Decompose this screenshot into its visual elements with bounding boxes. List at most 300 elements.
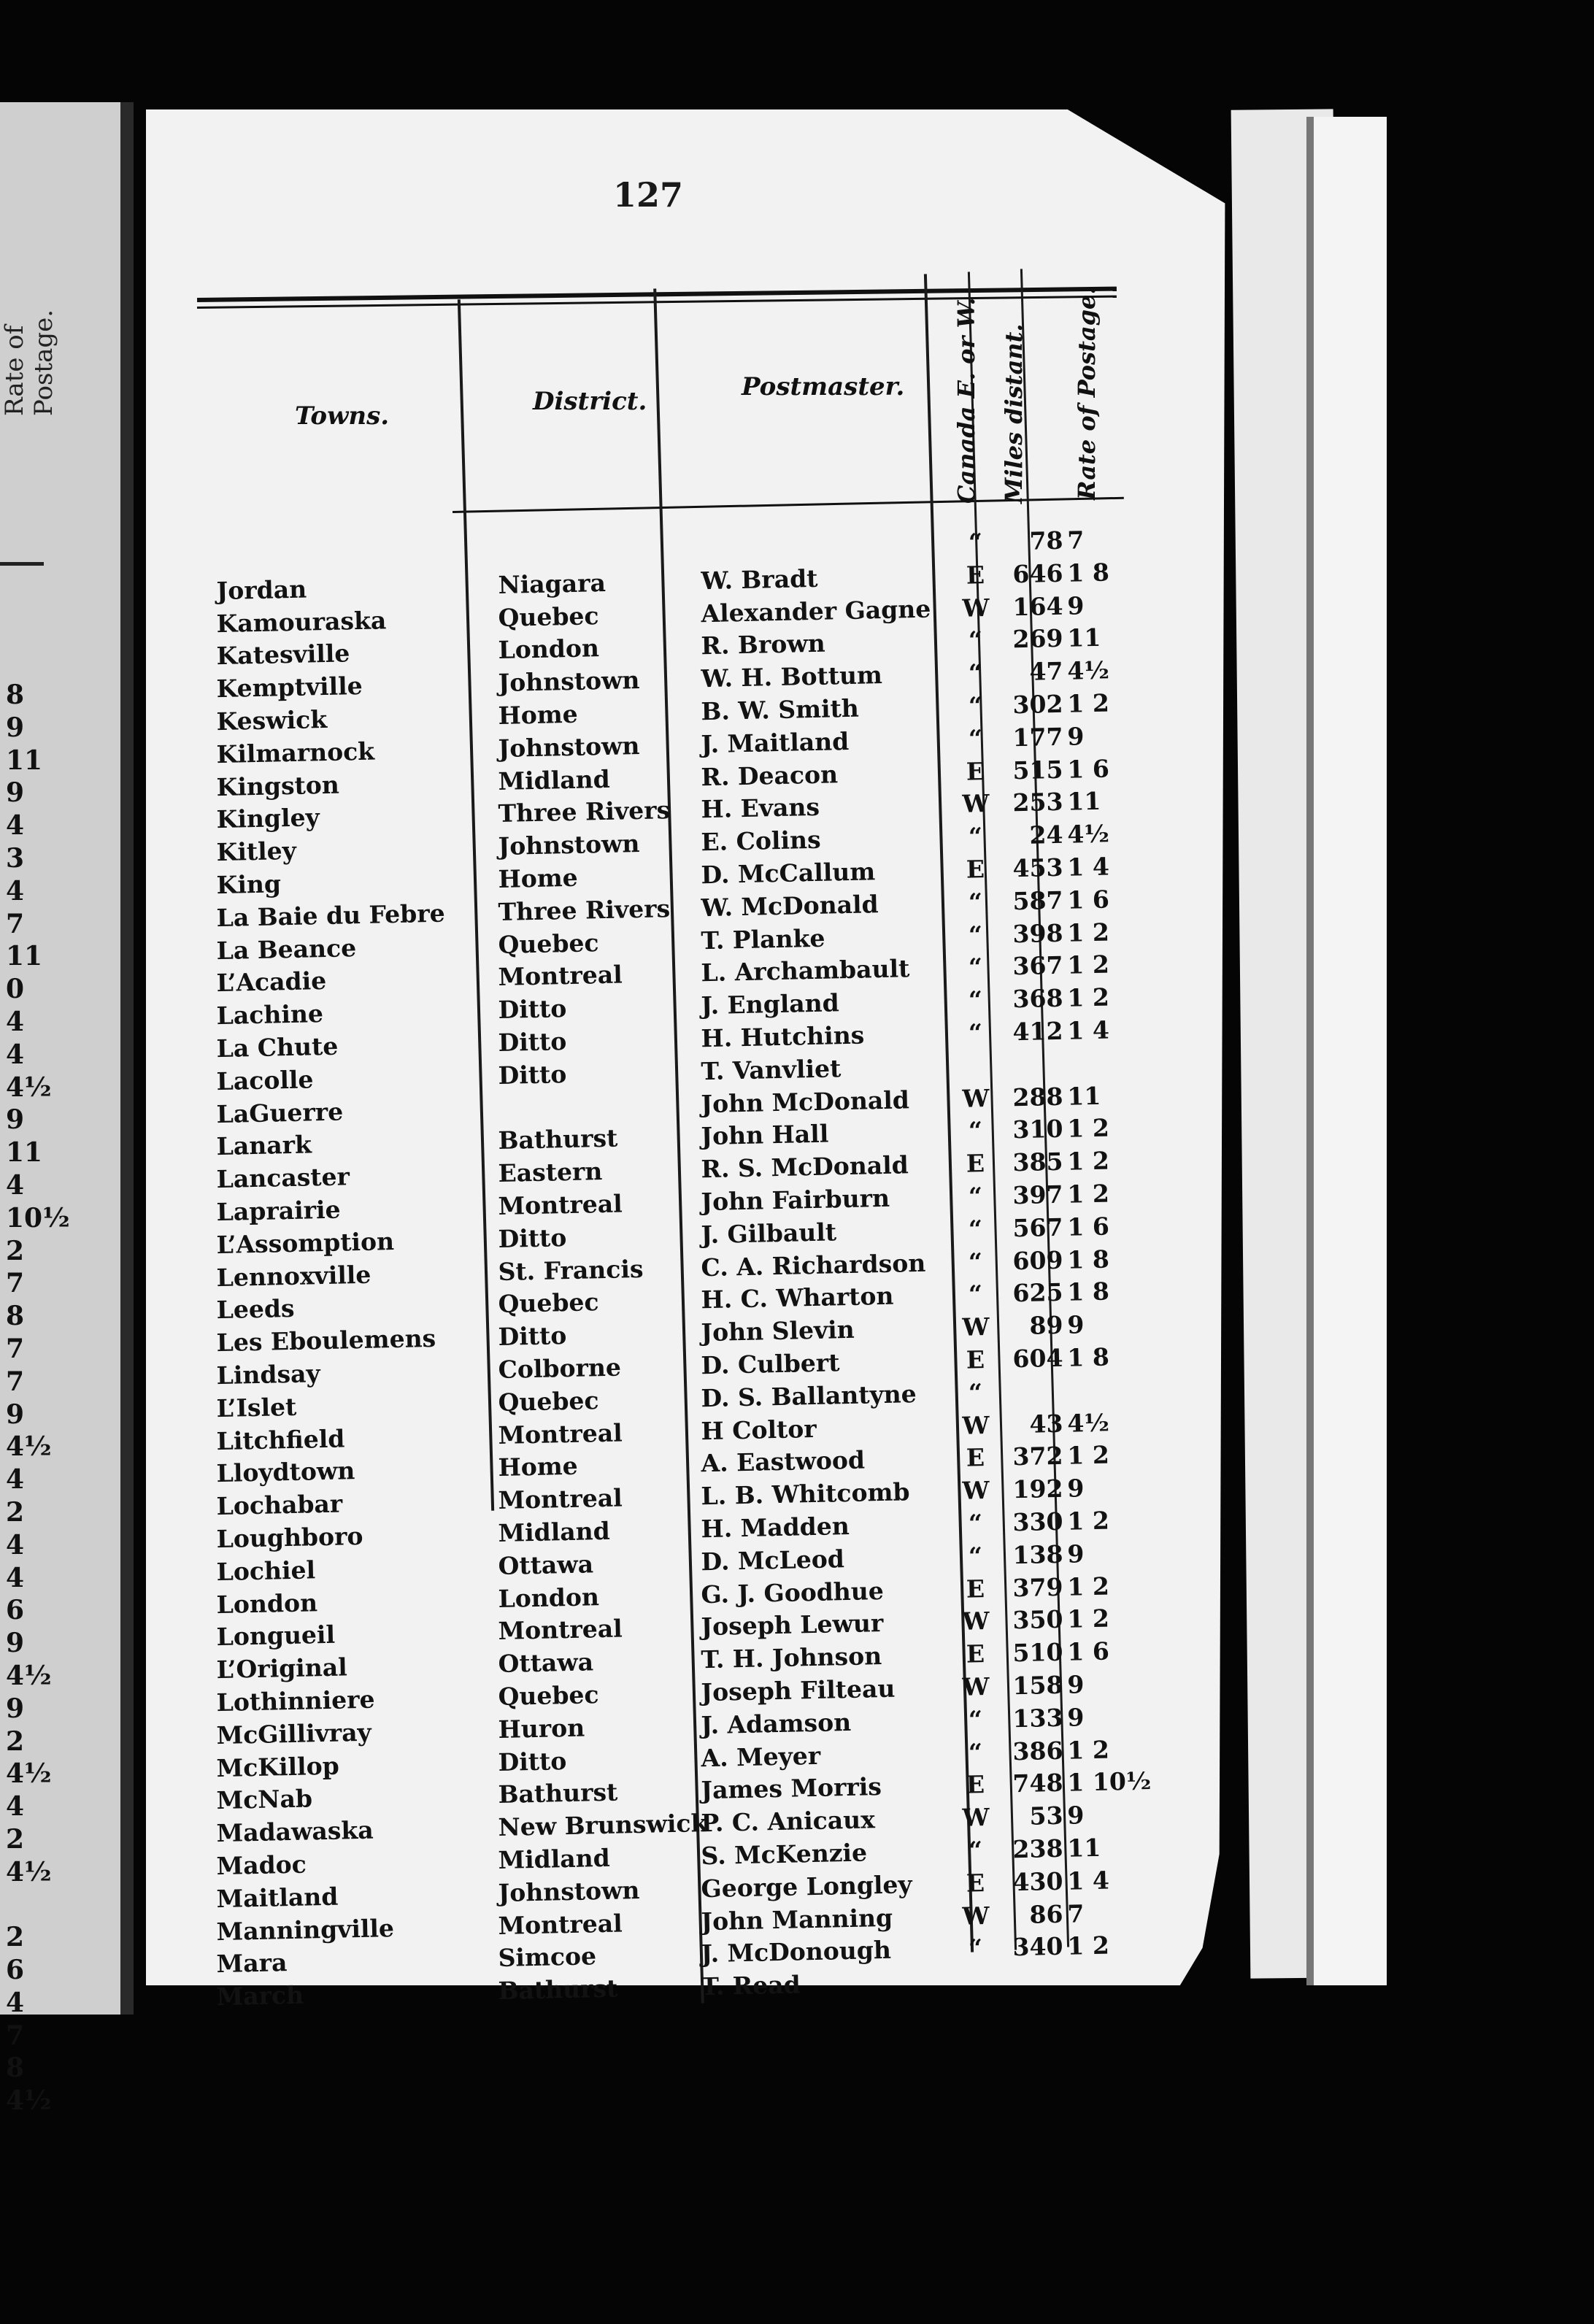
miles-cell: 330 [1012, 1507, 1063, 1537]
facing-rate: 9 [6, 1693, 25, 1724]
canada-ew-cell [962, 1965, 988, 1966]
town-cell: Les Eboulemens [216, 1324, 436, 1358]
miles-cell: 748 [1012, 1769, 1063, 1798]
canada-ew-cell: E [966, 1149, 985, 1178]
canada-ew-cell: “ [968, 723, 983, 753]
rate-cell: 1 2 [1067, 1931, 1110, 1961]
town-cell: LaGuerre [216, 1097, 344, 1128]
town-cell: L’Assomption [216, 1226, 395, 1259]
canada-ew-cell: “ [968, 953, 983, 982]
district-cell: Three Rivers [498, 893, 671, 926]
facing-rate: 2 [6, 1235, 25, 1266]
facing-rate: 8 [6, 1301, 25, 1332]
facing-rate: 11 [6, 744, 43, 776]
miles-cell: 367 [1012, 951, 1063, 981]
town-cell: Loughboro [216, 1521, 363, 1554]
district-cell: Colborne [498, 1353, 622, 1385]
district-cell: Bathurst [498, 1974, 618, 2006]
district-cell: Midland [498, 764, 611, 796]
district-cell: Simcoe [498, 1942, 597, 1973]
district-cell: New Brunswick [498, 1809, 708, 1842]
facing-rate: 4 [6, 1006, 25, 1037]
facing-rate: 2 [6, 1496, 25, 1528]
miles-cell: 133 [1012, 1703, 1063, 1734]
canada-ew-cell: “ [968, 822, 983, 851]
miles-cell: 340 [1012, 1932, 1063, 1962]
district-cell: Bathurst [498, 1123, 618, 1155]
town-cell: Kilmarnock [216, 736, 375, 769]
miles-cell: 510 [1012, 1638, 1063, 1668]
town-cell: L’Original [216, 1652, 348, 1685]
district-cell: Ottawa [498, 1647, 594, 1679]
postmaster-cell: J. Adamson [701, 1707, 852, 1740]
miles-cell: 158 [1012, 1670, 1063, 1701]
town-cell: March [216, 1980, 304, 2012]
miles-cell: 646 [1012, 558, 1063, 589]
town-cell: Lennoxville [216, 1260, 371, 1292]
town-cell: Lloydtown [216, 1456, 355, 1488]
header-postmaster: Postmaster. [742, 372, 905, 401]
canada-ew-cell: “ [968, 1247, 983, 1277]
town-cell: McKillop [216, 1751, 340, 1782]
canada-ew-cell: W [962, 1410, 990, 1440]
rate-cell: 1 2 [1067, 1735, 1110, 1765]
canada-ew-cell: W [962, 1476, 990, 1505]
canada-ew-cell: E [966, 1868, 985, 1898]
miles-cell: 453 [1012, 853, 1063, 883]
canada-ew-cell: “ [968, 1280, 983, 1309]
facing-rate: 7 [6, 908, 25, 939]
header-district: District. [533, 387, 647, 416]
canada-ew-cell: W [962, 1312, 990, 1342]
district-cell: Niagara [498, 568, 607, 599]
town-cell: Maitland [216, 1882, 339, 1913]
facing-rate: 7 [6, 2020, 25, 2051]
rate-cell: 7 [1067, 526, 1085, 555]
miles-cell: 412 [1012, 1016, 1063, 1047]
canada-ew-cell: W [962, 1083, 990, 1113]
canada-ew-cell: E [966, 855, 985, 884]
district-cell: Montreal [498, 1483, 623, 1515]
miles-cell: 350 [1012, 1605, 1063, 1635]
facing-rate: 4½ [6, 1660, 52, 1691]
town-cell: Mara [216, 1948, 288, 1979]
miles-cell: 24 [1029, 820, 1063, 850]
header-canada: Canada E. or W. [952, 297, 980, 504]
town-cell: Laprairie [216, 1195, 341, 1227]
postmaster-cell: H. Madden [701, 1511, 850, 1544]
miles-cell: 78 [1029, 526, 1063, 555]
canada-ew-cell: W [962, 1671, 990, 1701]
town-cell: Madoc [216, 1850, 307, 1881]
canada-ew-cell: W [962, 1607, 990, 1636]
district-cell: Montreal [498, 1614, 623, 1646]
rate-cell: 1 2 [1067, 1506, 1110, 1536]
town-cell: L’Islet [216, 1392, 297, 1423]
district-cell: Home [498, 699, 579, 731]
postmaster-cell: D. McCallum [701, 857, 876, 890]
canada-ew-cell: “ [968, 1836, 983, 1865]
district-cell: Johnstown [498, 731, 640, 763]
town-cell: Kingley [216, 803, 320, 834]
miles-cell: 398 [1012, 918, 1063, 948]
town-cell: Lochabar [216, 1489, 343, 1521]
rate-cell: 7 [1067, 1898, 1085, 1928]
miles-cell: 515 [1012, 755, 1063, 785]
facing-rate: 4 [6, 1039, 25, 1070]
town-cell: La Chute [216, 1031, 339, 1063]
canada-ew-cell: E [966, 1443, 985, 1472]
rate-cell: 1 2 [1067, 1113, 1110, 1144]
postmaster-cell: D. S. Ballantyne [701, 1379, 917, 1413]
rate-cell: 1 2 [1067, 1604, 1110, 1634]
town-cell: Katesville [216, 639, 350, 671]
rate-cell: 1 8 [1067, 558, 1110, 588]
canada-ew-cell: “ [968, 1704, 983, 1734]
town-cell: London [216, 1588, 318, 1619]
postmaster-cell: John McDonald [701, 1085, 910, 1118]
postmaster-cell: W. McDonald [701, 889, 879, 923]
district-cell: London [498, 634, 600, 665]
rate-cell: 9 [1067, 590, 1085, 620]
canada-ew-cell: “ [968, 920, 983, 950]
district-cell: St. Francis [498, 1254, 644, 1286]
town-cell: Lachine [216, 999, 324, 1031]
district-cell: Montreal [498, 1189, 623, 1221]
facing-rate: 4 [6, 1464, 25, 1496]
district-cell: Home [498, 1452, 579, 1482]
canada-ew-cell: “ [968, 1214, 983, 1244]
canada-ew-cell: E [966, 1574, 985, 1604]
postmaster-cell: H. Hutchins [701, 1020, 865, 1053]
rate-cell: 9 [1067, 722, 1085, 751]
town-cell: Lothinniere [216, 1685, 375, 1717]
postmaster-cell: R. S. McDonald [701, 1150, 909, 1184]
town-cell: Manningville [216, 1913, 395, 1946]
rate-cell: 9 [1067, 1539, 1085, 1569]
facing-rate: 4½ [6, 1856, 52, 1888]
rate-cell: 1 8 [1067, 1342, 1110, 1372]
district-cell: Home [498, 863, 579, 894]
miles-cell: 310 [1012, 1115, 1063, 1144]
postmaster-cell: James Morris [701, 1772, 882, 1805]
facing-rate: 3 [6, 842, 25, 874]
rate-cell: 1 4 [1067, 852, 1110, 882]
rate-cell: 1 2 [1067, 1571, 1110, 1601]
rate-cell: 9 [1067, 1474, 1085, 1503]
town-cell: McGillivray [216, 1717, 372, 1750]
facing-rate: 4 [6, 1987, 25, 2018]
rate-cell: 1 6 [1067, 1212, 1110, 1242]
postmaster-cell: T. Vanvliet [701, 1053, 842, 1086]
facing-rate: 9 [6, 1398, 25, 1430]
canada-ew-cell: E [966, 1345, 985, 1374]
district-cell: Johnstown [498, 1875, 640, 1907]
miles-cell: 587 [1012, 885, 1063, 916]
district-cell: Eastern [498, 1157, 603, 1188]
miles-cell: 397 [1012, 1180, 1063, 1210]
district-cell: Quebec [498, 601, 599, 632]
canada-ew-cell: E [966, 1770, 985, 1799]
miles-cell: 625 [1012, 1278, 1063, 1308]
rate-cell: 4½ [1067, 655, 1110, 685]
rate-cell: 11 [1067, 1833, 1101, 1863]
facing-page-header: Rate of Postage. [0, 309, 58, 416]
postmaster-cell: John Fairburn [701, 1183, 890, 1217]
canada-ew-cell: W [962, 1901, 990, 1931]
postmaster-cell: John Slevin [701, 1315, 855, 1347]
postmaster-cell: G. J. Goodhue [701, 1576, 885, 1609]
facing-rate: 4 [6, 1562, 25, 1593]
district-cell: Ditto [498, 1027, 567, 1058]
district-cell: Quebec [498, 928, 599, 959]
facing-rate: 4 [6, 1169, 25, 1201]
miles-cell: 53 [1029, 1801, 1063, 1831]
district-cell: Montreal [498, 1909, 623, 1940]
canada-ew-cell: “ [968, 1934, 983, 1963]
canada-ew-cell: W [962, 593, 990, 623]
miles-cell: 89 [1029, 1311, 1063, 1340]
rate-cell: 1 8 [1067, 1277, 1110, 1307]
miles-cell: 192 [1012, 1474, 1063, 1504]
postmaster-cell: S. McKenzie [701, 1838, 868, 1871]
town-cell: L’Acadie [216, 966, 327, 998]
district-cell: Ditto [498, 1746, 567, 1777]
postmaster-cell: J. Maitland [701, 726, 850, 759]
miles-cell: 302 [1012, 689, 1063, 720]
district-cell: Montreal [498, 1418, 623, 1450]
facing-rate: 10½ [6, 1202, 70, 1234]
town-cell: La Baie du Febre [216, 899, 446, 932]
canada-ew-cell: “ [968, 1377, 983, 1407]
town-cell: Lochiel [216, 1555, 316, 1586]
postmaster-cell: B. W. Smith [701, 693, 860, 726]
canada-ew-cell: E [966, 1639, 985, 1669]
town-cell: Kingston [216, 770, 340, 801]
miles-cell: 372 [1012, 1442, 1063, 1471]
rate-cell: 1 8 [1067, 1244, 1110, 1274]
town-cell: Keswick [216, 704, 328, 736]
postmaster-cell: L. Archambault [701, 954, 910, 988]
facing-rate: 11 [6, 1137, 43, 1169]
postmaster-cell: W. H. Bottum [701, 661, 883, 693]
district-cell: Ditto [498, 1059, 567, 1090]
district-cell: Johnstown [498, 666, 640, 698]
header-miles: Miles distant. [1000, 323, 1028, 504]
canada-ew-cell: “ [968, 1182, 983, 1211]
facing-rate: 4½ [6, 1431, 52, 1463]
town-cell: Lindsay [216, 1359, 321, 1390]
facing-rate: 0 [6, 974, 25, 1005]
facing-rate: 4 [6, 810, 25, 842]
rate-cell: 1 2 [1067, 688, 1110, 718]
town-cell: La Beance [216, 933, 357, 965]
facing-rate: 6 [6, 1595, 25, 1626]
postmaster-cell: T. Planke [701, 923, 825, 955]
rate-cell: 4½ [1067, 819, 1110, 849]
town-cell: Madawaska [216, 1815, 374, 1848]
postmaster-cell: T. Read [701, 1970, 801, 2001]
facing-rate: 11 [6, 941, 43, 972]
canada-ew-cell: E [966, 756, 985, 786]
miles-cell: 368 [1012, 984, 1063, 1014]
postmaster-cell: L. B. Whitcomb [701, 1477, 910, 1511]
rate-cell: 1 10½ [1067, 1766, 1152, 1798]
district-cell: Ditto [498, 1223, 567, 1253]
canada-ew-cell: “ [968, 1541, 983, 1571]
miles-cell: 164 [1012, 591, 1063, 621]
facing-rate: 9 [6, 712, 25, 743]
miles-cell: 253 [1012, 788, 1063, 817]
postmaster-cell: W. Bradt [701, 563, 818, 596]
postmaster-cell: John Hall [701, 1119, 829, 1151]
miles-cell: 604 [1012, 1343, 1063, 1374]
postmaster-cell: A. Meyer [701, 1741, 821, 1772]
postmaster-cell: John Manning [701, 1903, 893, 1936]
postmaster-cell: E. Colins [701, 825, 821, 857]
rate-cell: 1 4 [1067, 1015, 1110, 1045]
rate-cell: 9 [1067, 1703, 1085, 1732]
town-cell: Kemptville [216, 672, 363, 704]
rate-cell: 1 6 [1067, 885, 1110, 915]
rate-cell: 1 2 [1067, 917, 1110, 947]
rate-cell: 1 2 [1067, 1146, 1110, 1176]
miles-cell: 386 [1012, 1736, 1063, 1766]
postmaster-cell: D. Culbert [701, 1348, 840, 1380]
miles-cell: 238 [1012, 1834, 1063, 1864]
district-cell: London [498, 1582, 600, 1613]
district-cell: Three Rivers [498, 796, 671, 828]
facing-rate: 7 [6, 1366, 25, 1397]
district-cell: Bathurst [498, 1777, 618, 1809]
facing-rate: 4 [6, 1791, 25, 1823]
miles-cell: 385 [1012, 1147, 1063, 1177]
miles-cell: 567 [1012, 1212, 1063, 1243]
postmaster-cell: J. Gilbault [701, 1217, 837, 1250]
miles-cell: 138 [1012, 1539, 1063, 1570]
postmaster-cell: H Coltor [701, 1414, 817, 1445]
miles-cell: 47 [1029, 657, 1063, 686]
postmaster-cell: C. A. Richardson [701, 1248, 926, 1282]
postmaster-cell: T. H. Johnson [701, 1642, 882, 1674]
rate-cell: 9 [1067, 1310, 1085, 1339]
header-rate: Rate of Postage. [1073, 286, 1101, 500]
facing-rate: 6 [6, 1955, 25, 1986]
canada-ew-cell: E [966, 560, 985, 590]
canada-ew-cell: W [962, 789, 990, 819]
canada-ew-cell: W [962, 1803, 990, 1832]
facing-rate: 9 [6, 1104, 25, 1136]
miles-cell: 269 [1012, 624, 1063, 654]
rate-cell: 11 [1067, 787, 1101, 817]
district-cell: Ditto [498, 1321, 567, 1352]
facing-rate: 4½ [6, 2085, 52, 2117]
postmaster-cell: H. C. Wharton [701, 1282, 894, 1315]
facing-rate: 4½ [6, 1758, 52, 1790]
district-cell: Quebec [498, 1385, 599, 1417]
facing-rate: 7 [6, 1268, 25, 1299]
district-cell: Quebec [498, 1680, 599, 1712]
town-cell: Leeds [216, 1294, 295, 1325]
facing-rate: 9 [6, 777, 25, 809]
rate-cell: 11 [1067, 1081, 1101, 1111]
district-cell: Ditto [498, 994, 567, 1025]
town-cell: Longueil [216, 1620, 336, 1652]
district-cell: Huron [498, 1713, 585, 1744]
canada-ew-cell: “ [968, 985, 983, 1015]
canada-ew-cell: “ [968, 528, 983, 557]
facing-rate: 4 [6, 875, 25, 907]
page-number: 127 [613, 175, 684, 215]
miles-cell: 86 [1029, 1899, 1063, 1929]
town-cell: Lacolle [216, 1065, 314, 1096]
postmaster-cell: Joseph Lewur [701, 1609, 884, 1642]
rate-cell: 4½ [1067, 1408, 1110, 1438]
canada-ew-cell: “ [968, 1737, 983, 1767]
postmaster-cell: H. Evans [701, 793, 820, 824]
district-cell: Midland [498, 1843, 611, 1875]
district-cell: Midland [498, 1516, 611, 1548]
town-cell: McNab [216, 1784, 313, 1815]
rate-cell: 1 6 [1067, 754, 1110, 784]
town-cell: Jordan [216, 574, 307, 605]
rate-cell: 9 [1067, 1670, 1085, 1699]
facing-rate: 2 [6, 1823, 25, 1855]
canada-ew-cell: “ [968, 1018, 983, 1047]
rate-cell: 9 [1067, 1801, 1085, 1830]
miles-cell: 609 [1012, 1245, 1063, 1275]
postmaster-cell: J. McDonough [701, 1936, 892, 1969]
miles-cell: 288 [1012, 1082, 1063, 1112]
canada-ew-cell: “ [968, 691, 983, 720]
district-cell: Montreal [498, 960, 623, 992]
canada-ew-cell: “ [968, 658, 983, 688]
facing-rate: 9 [6, 1628, 25, 1659]
rate-cell: 1 2 [1067, 950, 1110, 980]
canada-ew-cell: “ [968, 1509, 983, 1538]
district-cell: Johnstown [498, 829, 640, 861]
facing-rate: 8 [6, 2052, 25, 2084]
miles-cell: 43 [1029, 1409, 1063, 1439]
town-cell: Lancaster [216, 1162, 350, 1194]
header-towns: Towns. [295, 401, 390, 431]
rate-cell: 1 2 [1067, 982, 1110, 1012]
facing-rate: 4 [6, 1529, 25, 1561]
rate-cell: 1 4 [1067, 1866, 1110, 1896]
canada-ew-cell: “ [968, 887, 983, 917]
facing-rate: 2 [6, 1725, 25, 1757]
district-cell: Ottawa [498, 1550, 594, 1580]
canada-ew-cell: “ [968, 626, 983, 655]
postmaster-cell: R. Deacon [701, 759, 839, 791]
postmaster-cell: Joseph Filteau [701, 1674, 896, 1707]
postmaster-cell: P. C. Anicaux [701, 1805, 876, 1838]
postmaster-cell: Alexander Gagne [701, 594, 931, 628]
facing-rate: 8 [6, 680, 25, 710]
town-cell: Kamouraska [216, 605, 387, 638]
facing-rate: 7 [6, 1333, 25, 1364]
rate-cell: 1 2 [1067, 1179, 1110, 1209]
facing-rate: 2 [6, 1922, 25, 1953]
facing-rate: 4½ [6, 1071, 52, 1103]
rate-cell: 1 6 [1067, 1636, 1110, 1666]
postmaster-cell: A. Eastwood [701, 1445, 866, 1478]
rate-cell: 11 [1067, 623, 1101, 653]
postmaster-cell: George Longley [701, 1869, 913, 1904]
postmaster-cell: D. McLeod [701, 1544, 845, 1577]
town-cell: Litchfield [216, 1424, 345, 1455]
postmaster-cell: R. Brown [701, 629, 826, 661]
